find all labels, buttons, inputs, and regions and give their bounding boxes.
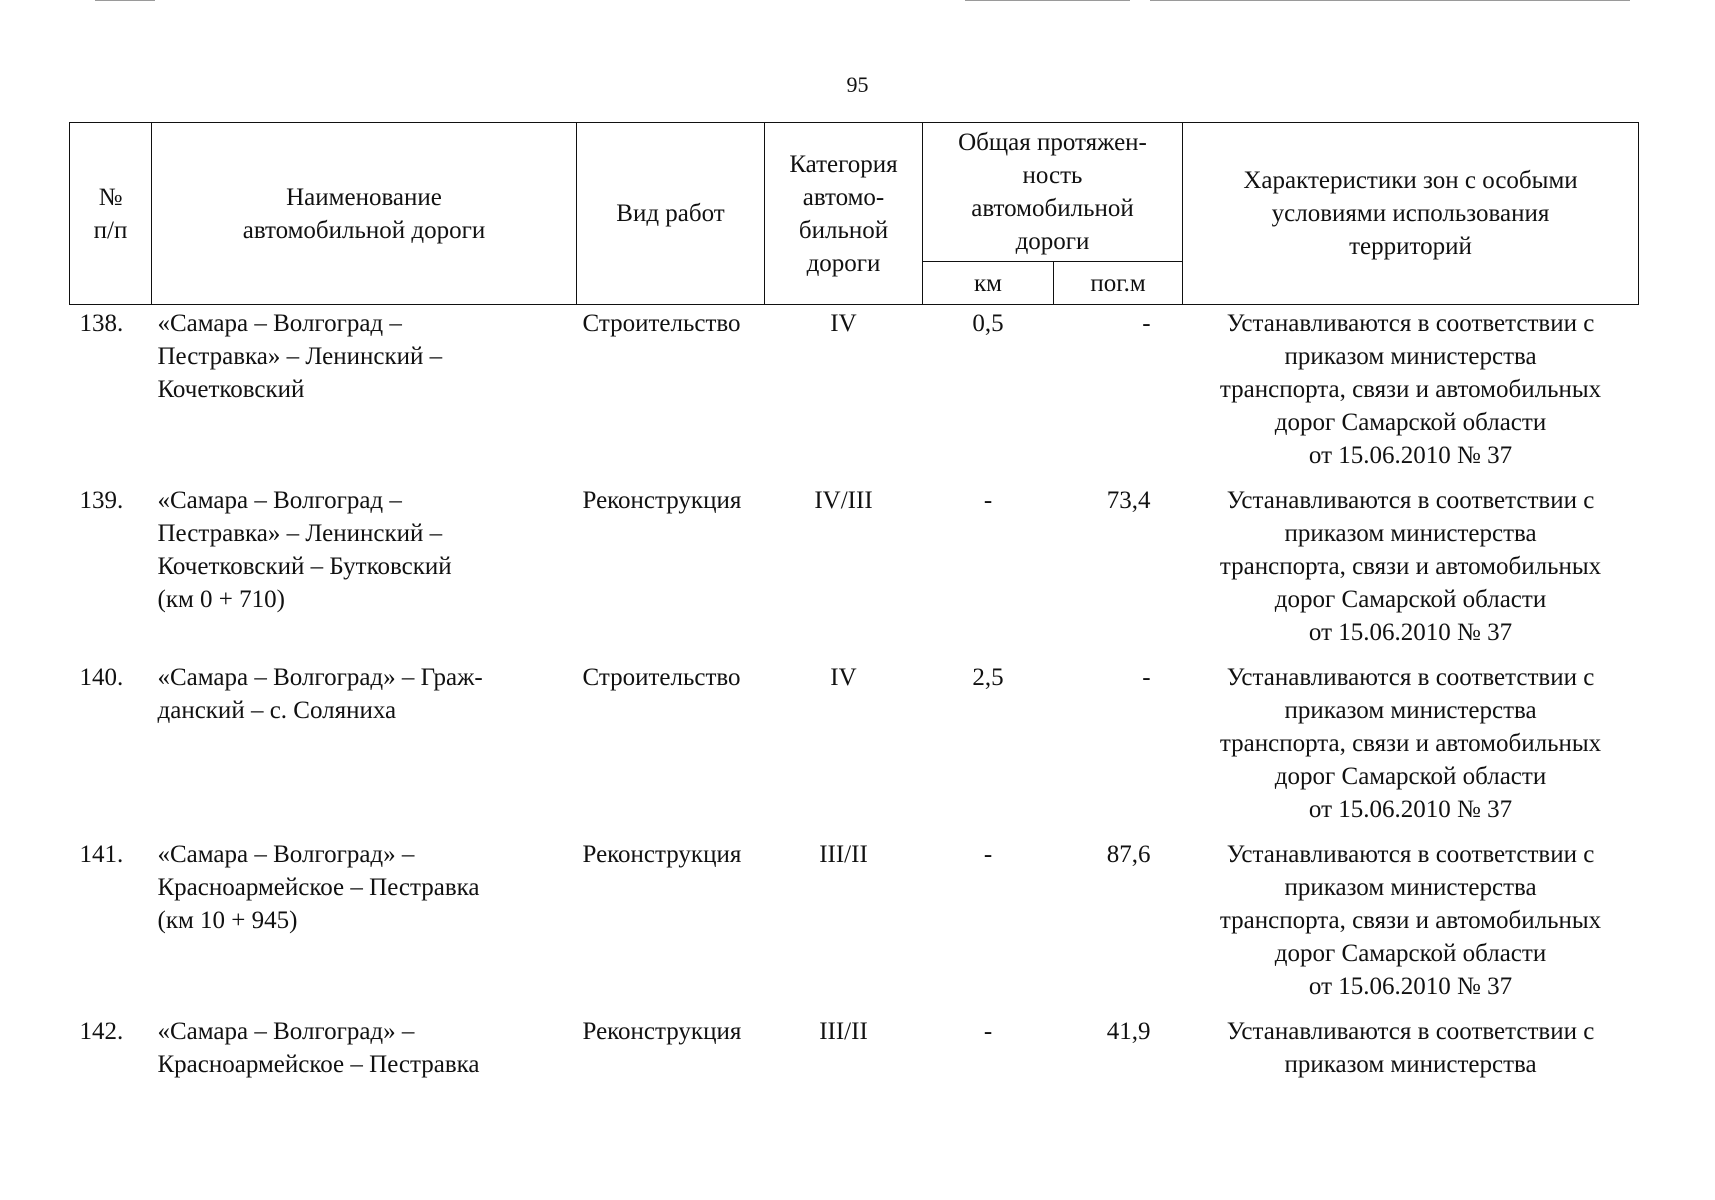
length-pog-m: 41,9	[1106, 1018, 1151, 1045]
row-number: 141.	[79, 841, 124, 868]
work-type: Реконструкция	[582, 487, 742, 514]
work-type: Строительство	[582, 310, 741, 337]
length-km: 2,5	[972, 664, 1004, 691]
header-road-category: Категория автомо- бильной дороги	[765, 123, 923, 305]
zone-characteristics: Устанавливаются в соответствии с приказом министерства транспорта, связи и автомобильных дорог Самарской области от 15.06.2010 № 37	[1219, 664, 1602, 823]
length-km: -	[983, 487, 993, 514]
length-km: 0,5	[972, 310, 1004, 337]
zone-characteristics: Устанавливаются в соответствии с приказом министерства транспорта, связи и автомобильных дорог Самарской области от 15.06.2010 № 37	[1219, 487, 1602, 646]
table-row	[70, 1013, 1639, 1095]
header-work-type: Вид работ	[577, 123, 765, 305]
page-number: 95	[846, 72, 869, 97]
roads-table	[69, 122, 1639, 1095]
road-category: IV	[830, 310, 857, 337]
zone-characteristics: Устанавливаются в соответствии с приказом министерства транспорта, связи и автомобильных дорог Самарской области от 15.06.2010 № 37	[1219, 841, 1602, 1000]
work-type: Реконструкция	[582, 1018, 742, 1045]
road-name: «Самара – Волгоград – Пестравка» – Ленинский – Кочетковский – Бутковский (км 0 + 710)	[157, 487, 452, 613]
length-pog-m: 73,4	[1106, 487, 1151, 514]
length-pog-m: 87,6	[1106, 841, 1151, 868]
road-category: III/II	[819, 1018, 868, 1045]
table-row	[70, 305, 1639, 483]
row-number: 138.	[79, 310, 124, 337]
zone-characteristics: Устанавливаются в соответствии с приказом министерства	[1226, 1018, 1595, 1078]
zone-characteristics: Устанавливаются в соответствии с приказом министерства транспорта, связи и автомобильных дорог Самарской области от 15.06.2010 № 37	[1219, 310, 1602, 469]
road-category: III/II	[819, 841, 868, 868]
table-row	[70, 659, 1639, 836]
header-total-length: Общая протяжен- ность автомобильной дороги	[923, 123, 1183, 262]
table-row	[70, 482, 1639, 659]
road-name: «Самара – Волгоград» – Красноармейское – Пестравка	[157, 1018, 480, 1078]
header-length-km: км	[923, 262, 1054, 305]
length-km: -	[983, 1018, 993, 1045]
road-category: IV	[830, 664, 857, 691]
length-km: -	[983, 841, 993, 868]
work-type: Строительство	[582, 664, 741, 691]
row-number: 139.	[79, 487, 124, 514]
road-name: «Самара – Волгоград – Пестравка» – Ленинский – Кочетковский	[157, 310, 443, 403]
header-zone-characteristics: Характеристики зон с особыми условиями использования территорий	[1183, 123, 1639, 305]
row-number: 140.	[79, 664, 124, 691]
scan-artifact-rule	[95, 0, 155, 1]
scan-artifact-rule	[965, 0, 1130, 1]
road-category: IV/III	[814, 487, 873, 514]
header-road-name: Наименование автомобильной дороги	[152, 123, 577, 305]
scan-artifact-rule	[1150, 0, 1630, 1]
road-name: «Самара – Волгоград» – Красноармейское – Пестравка (км 10 + 945)	[157, 841, 480, 934]
header-length-pog-m: пог.м	[1054, 262, 1183, 305]
header-number: № п/п	[70, 123, 152, 305]
row-number: 142.	[79, 1018, 124, 1045]
road-name: «Самара – Волгоград» – Граж- данский – с. Соляниха	[157, 664, 483, 724]
table-row	[70, 836, 1639, 1013]
work-type: Реконструкция	[582, 841, 742, 868]
length-pog-m: -	[1142, 310, 1151, 337]
length-pog-m: -	[1142, 664, 1151, 691]
